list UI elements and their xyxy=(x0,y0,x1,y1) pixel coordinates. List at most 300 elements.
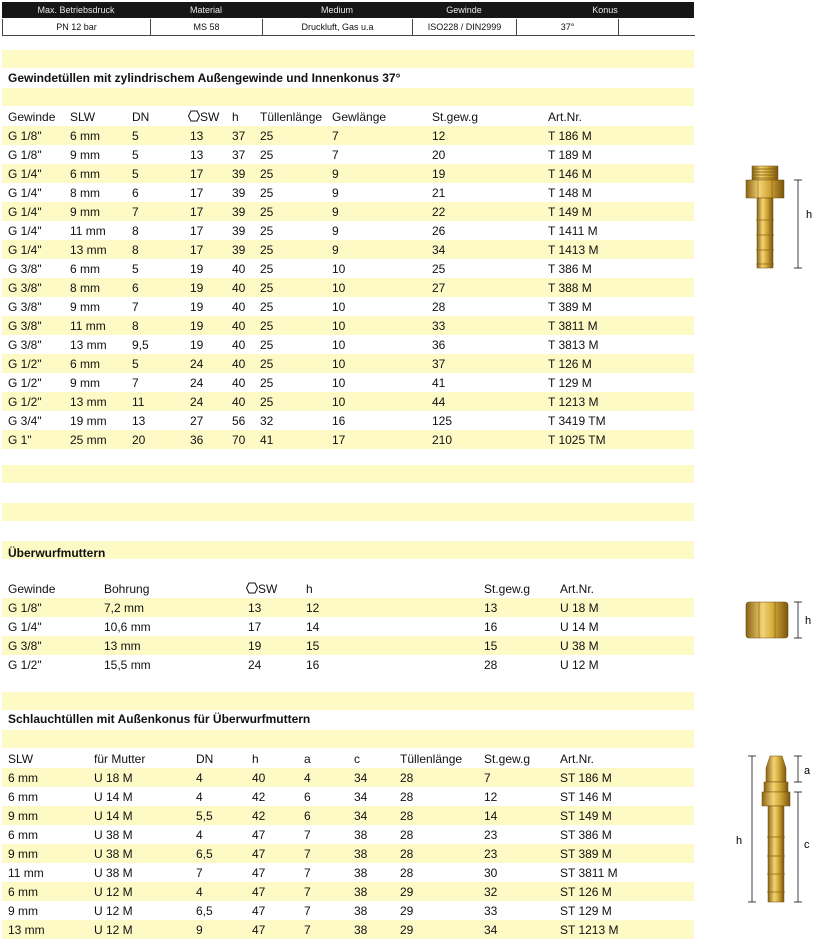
cell-weight: 14 xyxy=(484,809,498,823)
cell-dn: 9,5 xyxy=(132,338,149,352)
cell-article-no: T 126 M xyxy=(548,357,592,371)
hex-icon xyxy=(188,110,200,125)
cell-thread: G 1/4" xyxy=(8,224,42,238)
band xyxy=(2,50,694,68)
cell-article-no: ST 149 M xyxy=(560,809,612,823)
table-row xyxy=(2,617,694,636)
cell-hose-size: 13 mm xyxy=(70,243,107,257)
cell-hose-size: 9 mm xyxy=(70,205,100,219)
cell-hose-size: 11 mm xyxy=(70,224,106,238)
column-header-c: c xyxy=(354,752,360,766)
column-header-height: h xyxy=(252,752,259,766)
cell-c: 38 xyxy=(354,885,368,899)
cell-height: 42 xyxy=(252,790,266,804)
cell-article-no: T 3811 M xyxy=(548,319,598,333)
cell-sw: 19 xyxy=(190,281,204,295)
table-row xyxy=(2,430,694,449)
cell-hose-size: 13 mm xyxy=(70,395,107,409)
cell-weight: 12 xyxy=(484,790,498,804)
table-row xyxy=(2,221,694,240)
cell-article-no: T 389 M xyxy=(548,300,592,314)
cell-nipple-length: 25 xyxy=(260,357,274,371)
cell-for-nut: U 38 M xyxy=(94,828,133,842)
column-header-thread: Gewinde xyxy=(8,582,56,596)
column-header-dn: DN xyxy=(132,110,150,124)
cell-article-no: U 12 M xyxy=(560,658,599,672)
cell-thread-length: 10 xyxy=(332,357,346,371)
cell-height: 47 xyxy=(252,828,266,842)
band xyxy=(2,541,694,559)
spec-header-row xyxy=(2,2,694,18)
cell-thread: G 1/4" xyxy=(8,167,42,181)
column-header-height: h xyxy=(306,582,313,596)
cell-weight: 25 xyxy=(432,262,446,276)
cell-thread-length: 16 xyxy=(332,414,346,428)
cell-article-no: T 388 M xyxy=(548,281,592,295)
cell-article-no: U 38 M xyxy=(560,639,599,653)
cell-weight: 210 xyxy=(432,433,453,447)
cell-weight: 20 xyxy=(432,148,446,162)
cell-c: 38 xyxy=(354,847,368,861)
cell-dn: 8 xyxy=(132,319,139,333)
cell-nipple-length: 29 xyxy=(400,885,414,899)
cell-a: 7 xyxy=(304,923,311,937)
cell-height: 14 xyxy=(306,620,320,634)
cell-thread-length: 10 xyxy=(332,319,346,333)
cell-thread: G 3/8" xyxy=(8,639,42,653)
section-title-hose-tails: Schlauchtüllen mit Außenkonus für Überwurfmuttern xyxy=(8,712,311,726)
table-row xyxy=(2,164,694,183)
threaded-nipple-figure xyxy=(738,160,814,276)
band xyxy=(2,692,694,710)
column-header-weight: St.gew.g xyxy=(484,752,531,766)
cell-nipple-length: 25 xyxy=(260,129,274,143)
cell-article-no: T 3419 TM xyxy=(548,414,606,428)
cell-dn: 5 xyxy=(132,148,139,162)
cell-nipple-length: 28 xyxy=(400,866,414,880)
cell-dn: 5 xyxy=(132,357,139,371)
cell-thread-length: 9 xyxy=(332,205,339,219)
band xyxy=(2,465,694,483)
cell-thread: G 1/8" xyxy=(8,601,42,615)
hose-tail-figure xyxy=(730,752,816,908)
cell-hose-size: 8 mm xyxy=(70,281,100,295)
cell-nipple-length: 25 xyxy=(260,395,274,409)
cell-sw: 17 xyxy=(190,167,204,181)
cell-dn: 6 xyxy=(132,281,139,295)
column-header-sw: SW xyxy=(258,582,278,596)
cell-c: 34 xyxy=(354,809,368,823)
cell-for-nut: U 12 M xyxy=(94,904,133,918)
cell-hose-size: 6 mm xyxy=(8,790,38,804)
cell-article-no: T 146 M xyxy=(548,167,592,181)
cell-thread-length: 10 xyxy=(332,338,346,352)
cell-hose-size: 25 mm xyxy=(70,433,107,447)
spec-header-medium: Medium xyxy=(320,5,353,15)
cell-thread: G 3/8" xyxy=(8,281,42,295)
cell-thread-length: 10 xyxy=(332,376,346,390)
cell-dn: 8 xyxy=(132,224,139,238)
cell-hose-size: 6 mm xyxy=(70,167,100,181)
cell-hose-size: 6 mm xyxy=(8,771,38,785)
table-row xyxy=(2,354,694,373)
column-header-thread: Gewinde xyxy=(8,110,56,124)
table-row xyxy=(2,806,694,825)
cell-a: 6 xyxy=(304,790,311,804)
cell-thread-length: 9 xyxy=(332,243,339,257)
column-header-for-nut: für Mutter xyxy=(94,752,146,766)
cell-thread-length: 7 xyxy=(332,148,339,162)
table-row xyxy=(2,183,694,202)
table-row xyxy=(2,655,694,674)
cell-height: 40 xyxy=(232,376,246,390)
column-header-thread-length: Gewlänge xyxy=(332,110,387,124)
table-row xyxy=(2,920,694,939)
column-header-a: a xyxy=(304,752,311,766)
column-header-bore: Bohrung xyxy=(104,582,150,596)
cell-dn: 20 xyxy=(132,433,146,447)
cell-hose-size: 11 mm xyxy=(70,319,106,333)
cell-nipple-length: 25 xyxy=(260,186,274,200)
cell-sw: 24 xyxy=(190,357,204,371)
spec-header-pressure: Max. Betriebsdruck xyxy=(37,5,115,15)
section-title-union-nuts: Überwurfmuttern xyxy=(8,546,106,560)
spec-value-cone: 37° xyxy=(517,19,619,35)
column-header-weight: St.gew.g xyxy=(432,110,479,124)
cell-sw: 19 xyxy=(190,319,204,333)
cell-weight: 34 xyxy=(432,243,446,257)
cell-dn: 6,5 xyxy=(196,847,213,861)
cell-thread-length: 7 xyxy=(332,129,339,143)
cell-weight: 32 xyxy=(484,885,498,899)
cell-nipple-length: 32 xyxy=(260,414,274,428)
cell-sw: 19 xyxy=(190,262,204,276)
cell-height: 39 xyxy=(232,224,246,238)
cell-sw: 17 xyxy=(190,186,204,200)
table-row xyxy=(2,787,694,806)
cell-thread: G 1/8" xyxy=(8,148,42,162)
cell-weight: 23 xyxy=(484,828,498,842)
cell-thread: G 3/8" xyxy=(8,338,42,352)
cell-height: 40 xyxy=(232,357,246,371)
column-header-article-no: Art.Nr. xyxy=(560,752,595,766)
cell-article-no: ST 129 M xyxy=(560,904,612,918)
cell-thread-length: 10 xyxy=(332,281,346,295)
cell-dn: 6 xyxy=(132,186,139,200)
cell-weight: 44 xyxy=(432,395,446,409)
cell-nipple-length: 25 xyxy=(260,167,274,181)
cell-thread: G 1/2" xyxy=(8,376,42,390)
cell-article-no: T 3813 M xyxy=(548,338,599,352)
cell-hose-size: 6 mm xyxy=(70,129,100,143)
cell-dn: 6,5 xyxy=(196,904,213,918)
cell-hose-size: 6 mm xyxy=(70,357,100,371)
table-row xyxy=(2,636,694,655)
cell-article-no: ST 1213 M xyxy=(560,923,619,937)
cell-hose-size: 6 mm xyxy=(8,828,38,842)
cell-nipple-length: 28 xyxy=(400,809,414,823)
table-row xyxy=(2,297,694,316)
column-header-article-no: Art.Nr. xyxy=(548,110,583,124)
cell-dn: 5 xyxy=(132,262,139,276)
cell-hose-size: 6 mm xyxy=(70,262,100,276)
cell-height: 39 xyxy=(232,205,246,219)
cell-height: 16 xyxy=(306,658,320,672)
cell-weight: 7 xyxy=(484,771,491,785)
cell-c: 38 xyxy=(354,904,368,918)
cell-sw: 17 xyxy=(190,205,204,219)
cell-dn: 5,5 xyxy=(196,809,213,823)
cell-weight: 12 xyxy=(432,129,446,143)
cell-thread: G 3/8" xyxy=(8,319,42,333)
cell-thread: G 1/4" xyxy=(8,186,42,200)
table-row xyxy=(2,392,694,411)
cell-article-no: ST 146 M xyxy=(560,790,612,804)
cell-thread: G 3/8" xyxy=(8,262,42,276)
cell-nipple-length: 25 xyxy=(260,338,274,352)
cell-for-nut: U 38 M xyxy=(94,866,133,880)
cell-height: 39 xyxy=(232,167,246,181)
cell-height: 42 xyxy=(252,809,266,823)
cell-nipple-length: 25 xyxy=(260,205,274,219)
cell-a: 6 xyxy=(304,809,311,823)
cell-thread: G 1/4" xyxy=(8,243,42,257)
cell-height: 39 xyxy=(232,243,246,257)
cell-height: 37 xyxy=(232,129,246,143)
cell-dn: 4 xyxy=(196,790,203,804)
cell-thread-length: 10 xyxy=(332,395,346,409)
cell-nipple-length: 28 xyxy=(400,771,414,785)
cell-hose-size: 6 mm xyxy=(8,885,38,899)
cell-article-no: U 14 M xyxy=(560,620,599,634)
hose-h-label: h xyxy=(736,835,743,847)
column-header-article-no: Art.Nr. xyxy=(560,582,595,596)
cell-nipple-length: 28 xyxy=(400,828,414,842)
cell-sw: 19 xyxy=(190,300,204,314)
cell-weight: 33 xyxy=(484,904,498,918)
cell-article-no: T 1213 M xyxy=(548,395,599,409)
cell-article-no: T 189 M xyxy=(548,148,592,162)
cell-hose-size: 9 mm xyxy=(70,300,100,314)
table-row xyxy=(2,278,694,297)
cell-hose-size: 19 mm xyxy=(70,414,107,428)
cell-for-nut: U 38 M xyxy=(94,847,133,861)
table-row xyxy=(2,901,694,920)
cell-height: 40 xyxy=(252,771,266,785)
cell-hose-size: 13 mm xyxy=(8,923,45,937)
cell-sw: 13 xyxy=(190,148,204,162)
cell-height: 47 xyxy=(252,885,266,899)
table-row xyxy=(2,882,694,901)
cell-height: 40 xyxy=(232,281,246,295)
cell-sw: 17 xyxy=(248,620,262,634)
cell-height: 40 xyxy=(232,395,246,409)
cell-height: 47 xyxy=(252,847,266,861)
column-header-dn: DN xyxy=(196,752,214,766)
cell-thread-length: 10 xyxy=(332,262,346,276)
cell-thread-length: 9 xyxy=(332,167,339,181)
cell-dn: 11 xyxy=(132,395,145,409)
cell-weight: 34 xyxy=(484,923,498,937)
cell-a: 7 xyxy=(304,904,311,918)
cell-hose-size: 9 mm xyxy=(8,847,38,861)
cell-height: 47 xyxy=(252,923,266,937)
cell-article-no: ST 186 M xyxy=(560,771,612,785)
cell-weight: 21 xyxy=(432,186,446,200)
cell-for-nut: U 12 M xyxy=(94,885,133,899)
column-header-nipple-length: Tüllenlänge xyxy=(260,110,323,124)
cell-thread: G 1/4" xyxy=(8,620,42,634)
cell-hose-size: 8 mm xyxy=(70,186,100,200)
cell-for-nut: U 18 M xyxy=(94,771,133,785)
cell-article-no: T 186 M xyxy=(548,129,592,143)
cell-a: 7 xyxy=(304,885,311,899)
cell-article-no: T 148 M xyxy=(548,186,592,200)
hose-a-label: a xyxy=(804,765,811,777)
column-header-hose-size: SLW xyxy=(8,752,34,766)
cell-dn: 7 xyxy=(132,376,139,390)
table-row xyxy=(2,825,694,844)
cell-a: 4 xyxy=(304,771,311,785)
cell-hose-size: 9 mm xyxy=(70,148,100,162)
cell-for-nut: U 14 M xyxy=(94,790,133,804)
cell-height: 47 xyxy=(252,866,266,880)
cell-dn: 4 xyxy=(196,828,203,842)
cell-weight: 125 xyxy=(432,414,453,428)
cell-height: 40 xyxy=(232,319,246,333)
table-header-row xyxy=(2,107,694,126)
cell-height: 40 xyxy=(232,300,246,314)
cell-thread: G 3/8" xyxy=(8,300,42,314)
cell-sw: 36 xyxy=(190,433,204,447)
cell-for-nut: U 14 M xyxy=(94,809,133,823)
cell-sw: 24 xyxy=(248,658,262,672)
nut-h-label: h xyxy=(805,615,812,627)
cell-height: 15 xyxy=(306,639,320,653)
cell-thread: G 1/2" xyxy=(8,658,42,672)
cell-weight: 37 xyxy=(432,357,446,371)
cell-c: 34 xyxy=(354,790,368,804)
cell-weight: 28 xyxy=(432,300,446,314)
column-header-sw: SW xyxy=(200,110,220,124)
cell-height: 56 xyxy=(232,414,246,428)
cell-height: 40 xyxy=(232,262,246,276)
table-row xyxy=(2,145,694,164)
cell-dn: 5 xyxy=(132,129,139,143)
section-title-threaded-nipples: Gewindetüllen mit zylindrischem Außengewinde und Innenkonus 37° xyxy=(8,71,401,85)
cell-nipple-length: 25 xyxy=(260,319,274,333)
cell-nipple-length: 25 xyxy=(260,224,274,238)
cell-weight: 36 xyxy=(432,338,446,352)
cell-weight: 16 xyxy=(484,620,498,634)
spec-value-thread: ISO228 / DIN2999 xyxy=(413,19,517,35)
cell-c: 38 xyxy=(354,828,368,842)
cell-thread-length: 9 xyxy=(332,186,339,200)
cell-article-no: ST 386 M xyxy=(560,828,612,842)
cell-for-nut: U 12 M xyxy=(94,923,133,937)
cell-bore: 7,2 mm xyxy=(104,601,145,615)
band xyxy=(2,503,694,521)
cell-nipple-length: 25 xyxy=(260,281,274,295)
cell-nipple-length: 29 xyxy=(400,923,414,937)
cell-bore: 13 mm xyxy=(104,639,141,653)
cell-thread: G 3/4" xyxy=(8,414,42,428)
column-header-nipple-length: Tüllenlänge xyxy=(400,752,463,766)
cell-bore: 10,6 mm xyxy=(104,620,151,634)
spec-value-row xyxy=(2,19,695,36)
cell-dn: 7 xyxy=(132,205,139,219)
cell-nipple-length: 41 xyxy=(260,433,274,447)
cell-c: 38 xyxy=(354,866,368,880)
cell-nipple-length: 29 xyxy=(400,904,414,918)
cell-sw: 24 xyxy=(190,395,204,409)
cell-dn: 7 xyxy=(132,300,139,314)
cell-weight: 23 xyxy=(484,847,498,861)
cell-bore: 15,5 mm xyxy=(104,658,151,672)
cell-article-no: T 1411 M xyxy=(548,224,598,238)
cell-weight: 30 xyxy=(484,866,498,880)
cell-weight: 28 xyxy=(484,658,498,672)
cell-article-no: ST 126 M xyxy=(560,885,612,899)
column-header-weight: St.gew.g xyxy=(484,582,531,596)
cell-c: 34 xyxy=(354,771,368,785)
table-row xyxy=(2,768,694,787)
cell-weight: 27 xyxy=(432,281,446,295)
table-header-row xyxy=(2,749,694,768)
cell-nipple-length: 28 xyxy=(400,790,414,804)
cell-sw: 27 xyxy=(190,414,204,428)
cell-weight: 19 xyxy=(432,167,446,181)
cell-sw: 13 xyxy=(190,129,204,143)
cell-sw: 19 xyxy=(248,639,262,653)
cell-thread: G 1/8" xyxy=(8,129,42,143)
cell-thread: G 1/2" xyxy=(8,357,42,371)
table-row xyxy=(2,202,694,221)
cell-hose-size: 11 mm xyxy=(8,866,44,880)
cell-a: 7 xyxy=(304,866,311,880)
band xyxy=(2,730,694,748)
band xyxy=(2,88,694,106)
table-row xyxy=(2,316,694,335)
spec-table xyxy=(2,2,694,36)
spec-header-cone: Konus xyxy=(592,5,618,15)
cell-sw: 17 xyxy=(190,243,204,257)
spec-value-pressure: PN 12 bar xyxy=(3,19,151,35)
cell-article-no: U 18 M xyxy=(560,601,599,615)
cell-hose-size: 9 mm xyxy=(8,904,38,918)
cell-nipple-length: 25 xyxy=(260,262,274,276)
cell-thread-length: 17 xyxy=(332,433,346,447)
cell-weight: 22 xyxy=(432,205,446,219)
cell-hose-size: 9 mm xyxy=(8,809,38,823)
cell-article-no: ST 389 M xyxy=(560,847,612,861)
hex-icon xyxy=(246,582,258,597)
table-row xyxy=(2,598,694,617)
cell-dn: 4 xyxy=(196,885,203,899)
cell-dn: 4 xyxy=(196,771,203,785)
cell-sw: 13 xyxy=(248,601,262,615)
cell-hose-size: 13 mm xyxy=(70,338,107,352)
column-header-height: h xyxy=(232,110,239,124)
cell-article-no: ST 3811 M xyxy=(560,866,618,880)
cell-article-no: T 386 M xyxy=(548,262,592,276)
cell-weight: 41 xyxy=(432,376,446,390)
fitting-h-label: h xyxy=(806,209,813,221)
table-row xyxy=(2,844,694,863)
cell-dn: 13 xyxy=(132,414,146,428)
cell-weight: 13 xyxy=(484,601,498,615)
cell-nipple-length: 25 xyxy=(260,300,274,314)
